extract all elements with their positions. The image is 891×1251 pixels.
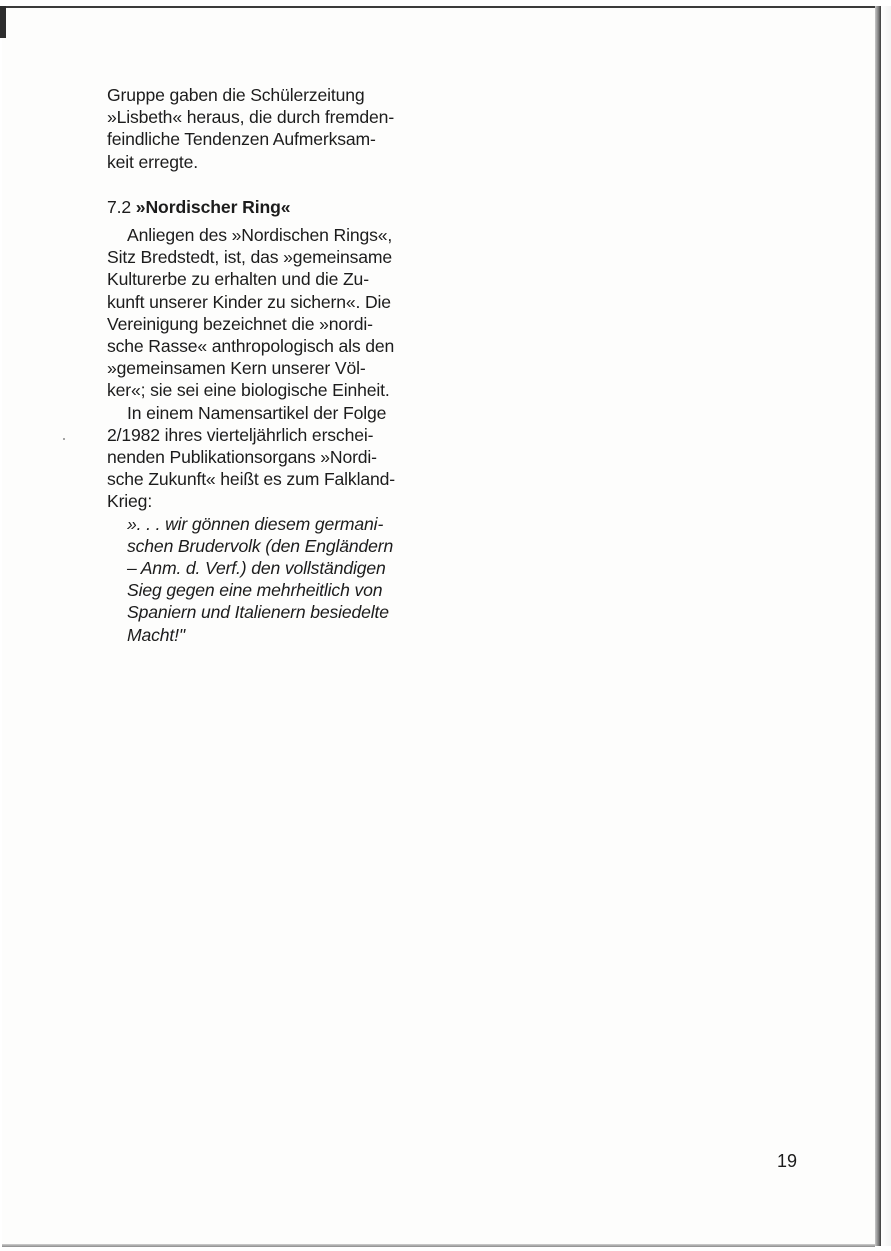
section-title: »Nordischer Ring« — [135, 196, 291, 217]
quote-line: Macht!" — [127, 624, 185, 645]
text-line: Sitz Bredstedt, ist, das »gemeinsame — [107, 247, 393, 268]
text-line: nenden Publikationsorgans »Nordi- — [107, 447, 377, 468]
text-line: kunft unserer Kinder zu sichern«. Die — [107, 291, 391, 312]
text-line: »gemeinsamen Kern unserer Völ- — [107, 358, 366, 379]
block-quote — [127, 513, 429, 646]
quote-line: – Anm. d. Verf.) den vollständigen — [127, 558, 386, 579]
text-line: Vereinigung bezeichnet die »nordi- — [107, 313, 373, 334]
corner-mark — [0, 6, 6, 38]
text-line: In einem Namensartikel der Folge — [127, 402, 387, 423]
paragraph-article — [107, 402, 429, 513]
text-column — [107, 84, 429, 646]
scan-margin — [881, 6, 891, 1246]
page-edge-shadow — [875, 6, 881, 1246]
quote-line: Sieg gegen eine mehrheitlich von — [127, 580, 383, 601]
page-number: 19 — [777, 1151, 798, 1171]
text-line: »Lisbeth« heraus, die durch fremden- — [107, 107, 395, 128]
paragraph-nordic-ring — [107, 224, 429, 402]
text-line: keit erregte. — [107, 151, 198, 172]
scan-speck — [63, 438, 65, 440]
text-line: Kulturerbe zu erhalten und die Zu- — [107, 269, 369, 290]
quote-line: schen Brudervolk (den Engländern — [127, 535, 394, 556]
text-line: feindliche Tendenzen Aufmerksam- — [107, 129, 376, 150]
text-line: ker«; sie sei eine biologische Einheit. — [107, 380, 390, 401]
text-line: Anliegen des »Nordischen Rings«, — [127, 225, 393, 246]
section-number: 7.2 — [107, 196, 132, 217]
page-bottom-edge — [2, 1244, 875, 1247]
paragraph-intro — [107, 84, 429, 173]
quote-line: ». . . wir gönnen diesem germani- — [127, 513, 384, 534]
text-line: sche Rasse« anthropologisch als den — [107, 336, 395, 357]
quote-line: Spaniern und Italienern besiedelte — [127, 602, 389, 623]
section-heading — [107, 196, 429, 218]
text-line: 2/1982 ihres vierteljährlich erschei- — [107, 424, 374, 445]
text-line: Gruppe gaben die Schülerzeitung — [107, 85, 365, 105]
text-line: sche Zukunft« heißt es zum Falkland- — [107, 469, 395, 490]
text-line: Krieg: — [107, 491, 153, 512]
